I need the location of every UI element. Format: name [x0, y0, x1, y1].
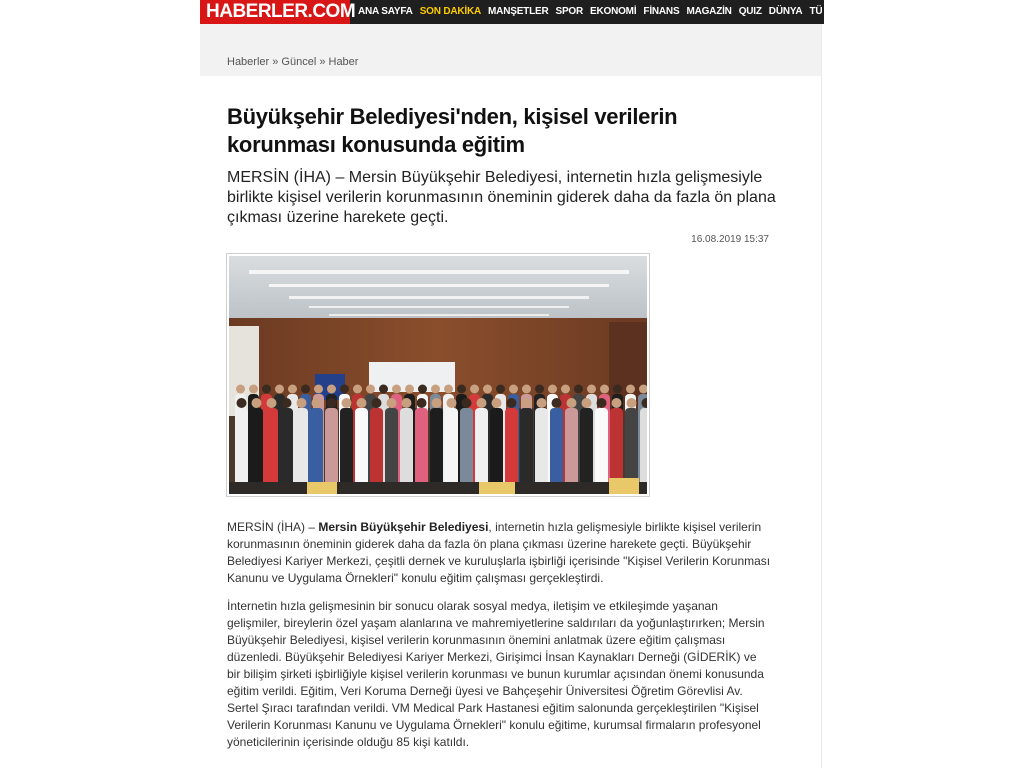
crowd-head	[597, 398, 607, 408]
crowd-head	[417, 398, 427, 408]
article-summary: MERSİN (İHA) – Mersin Büyükşehir Belediyesi, internetin hızla gelişmesiyle birlikte kişisel verilerin korunmasının öneminin giderek daha da fazla ön plana çıkması üzerine harekete geçti.	[227, 169, 776, 226]
crowd-figure	[550, 408, 563, 494]
crowd-head	[627, 398, 637, 408]
crowd-head	[353, 385, 362, 394]
crowd-head	[387, 398, 397, 408]
crowd-head	[297, 398, 307, 408]
crowd-head	[535, 385, 544, 394]
crowd-head	[379, 385, 388, 394]
crowd-head	[366, 385, 375, 394]
crowd-figure	[505, 408, 518, 494]
crowd-head	[275, 385, 284, 394]
crowd-head	[288, 385, 297, 394]
crowd-figure	[445, 408, 458, 494]
crowd-head	[548, 385, 557, 394]
crowd-head	[357, 398, 367, 408]
crowd-figure	[580, 408, 593, 494]
crowd-head	[587, 385, 596, 394]
crowd-head	[626, 385, 635, 394]
crowd-figure	[325, 408, 338, 494]
crowd-head	[613, 385, 622, 394]
crowd-head	[252, 398, 262, 408]
crowd-figure	[295, 408, 308, 494]
top-navigation-bar	[200, 0, 824, 24]
crowd-figure	[520, 408, 533, 494]
crowd-head	[418, 385, 427, 394]
crowd-head	[492, 398, 502, 408]
crowd-figure	[265, 408, 278, 494]
crowd-figure	[475, 408, 488, 494]
crowd-head	[262, 385, 271, 394]
crowd-figure	[400, 408, 413, 494]
main-nav	[358, 0, 824, 24]
crowd-figure	[250, 408, 263, 494]
crowd-head	[431, 385, 440, 394]
crowd-figure	[355, 408, 368, 494]
crowd-head	[405, 385, 414, 394]
crowd-figure	[490, 408, 503, 494]
crowd-head	[372, 398, 382, 408]
article-paragraph-2: İnternetin hızla gelişmesinin bir sonucu olarak sosyal medya, iletişim ve etkileşimde yaşanan gelişmiler, bireylerin özel yaşam alanlarına ve mahremiyetlerine saldırıları da yoğunlaştırırken; Mersin Büyükşehir Belediyesi, kişisel verilerin korunmasının önemini anlatmak üzere eğitim çalışması düzenledi. Büyükşehir Belediyesi Kariyer Merkezi, Girişimci İnsan Kaynakları Derneği (GİDERİK) ve bir bilişim şirketi işbirliğiyle kişisel verilerin korunması ve bunun kurumlar açısından önemi konusunda eğitim verildi. Eğitim, Veri Koruma Derneği üyesi ve Bahçeşehir Üniversitesi Öğretim Görevlisi Av. Sertel Şıracı tarafından verildi. VM Medical Park Hastanesi eğitim salonunda gerçekleştirilen "Kişisel Verilerin Korunması Kanunu ve Uygulama Örnekleri" konulu eğitime, kurumsal firmaların profesyonel yöneticilerinin içerisinde olduğu 85 kişi katıldı.	[227, 599, 765, 749]
crowd-head	[462, 398, 472, 408]
crowd-head	[327, 398, 337, 408]
crowd-head	[457, 385, 466, 394]
article-title: Büyükşehir Belediyesi'nden, kişisel verilerin korunması konusunda eğitim	[227, 104, 678, 157]
nav-item-5[interactable]: FİNANS	[643, 6, 680, 17]
crowd-head	[537, 398, 547, 408]
crowd-head	[561, 385, 570, 394]
crowd-head	[612, 398, 622, 408]
breadcrumb[interactable]: Haberler » Güncel » Haber	[227, 56, 359, 68]
crowd-head	[236, 385, 245, 394]
crowd-head	[574, 385, 583, 394]
article-date: 16.08.2019 15:37	[691, 234, 769, 245]
crowd-figure	[535, 408, 548, 494]
nav-item-7[interactable]: QUIZ	[738, 6, 762, 17]
crowd-figure	[235, 408, 248, 494]
crowd-head	[267, 398, 277, 408]
crowd-head	[301, 385, 310, 394]
crowd-head	[522, 398, 532, 408]
article-paragraph-1: MERSİN (İHA) – Mersin Büyükşehir Belediyesi, internetin hızla gelişmesiyle birlikte kişisel verilerin korunmasının öneminin giderek daha da fazla ön plana çıkması üzerine harekete geçti. Büyükşehir Belediyesi Kariyer Merkezi, çeşitli dernek ve kuruluşlarla işbirliği içerisinde "Kişisel Verilerin Korunması Kanunu ve Uygulama Örnekleri" konulu eğitim çalışması gerçekleştirdi.	[227, 520, 771, 585]
crowd-figure	[370, 408, 383, 494]
crowd-head	[249, 385, 258, 394]
crowd-head	[470, 385, 479, 394]
crowd-figure	[430, 408, 443, 494]
crowd-head	[432, 398, 442, 408]
crowd-head	[507, 398, 517, 408]
crowd-figure	[595, 408, 608, 494]
nav-item-1[interactable]: SON DAKİKA	[419, 6, 482, 17]
crowd-figure	[640, 408, 647, 494]
crowd-head	[282, 398, 292, 408]
crowd-head	[567, 398, 577, 408]
site-logo[interactable]: HABERLER.COM	[200, 0, 350, 24]
crowd-head	[312, 398, 322, 408]
nav-item-0[interactable]: ANA SAYFA	[358, 6, 413, 17]
crowd-head	[342, 398, 352, 408]
nav-item-6[interactable]: MAGAZİN	[686, 6, 732, 17]
crowd-head	[402, 398, 412, 408]
crowd-head	[522, 385, 531, 394]
breadcrumb-bar	[200, 24, 822, 76]
nav-item-3[interactable]: SPOR	[555, 6, 584, 17]
crowd-figure	[385, 408, 398, 494]
nav-item-9[interactable]: TÜ	[809, 6, 823, 17]
crowd-head	[340, 385, 349, 394]
crowd-figure	[280, 408, 293, 494]
crowd-head	[496, 385, 505, 394]
crowd-head	[444, 385, 453, 394]
crowd-figure	[565, 408, 578, 494]
crowd-head	[314, 385, 323, 394]
crowd-head	[477, 398, 487, 408]
bold-organization-name: Mersin Büyükşehir Belediyesi	[318, 520, 489, 534]
crowd-head	[552, 398, 562, 408]
crowd-head	[600, 385, 609, 394]
nav-item-8[interactable]: DÜNYA	[768, 6, 803, 17]
nav-item-2[interactable]: MANŞETLER	[488, 6, 549, 17]
article-photo[interactable]	[226, 253, 650, 497]
crowd-head	[237, 398, 247, 408]
nav-item-4[interactable]: EKONOMİ	[590, 6, 637, 17]
crowd-figure	[460, 408, 473, 494]
group-photo-illustration	[229, 256, 647, 494]
crowd-head	[447, 398, 457, 408]
crowd-figure	[415, 408, 428, 494]
crowd-head	[483, 385, 492, 394]
crowd-head	[327, 385, 336, 394]
crowd-head	[509, 385, 518, 394]
content-edge-divider	[821, 24, 822, 768]
crowd-figure	[310, 408, 323, 494]
crowd-head	[582, 398, 592, 408]
crowd-figure	[340, 408, 353, 494]
crowd-head	[392, 385, 401, 394]
